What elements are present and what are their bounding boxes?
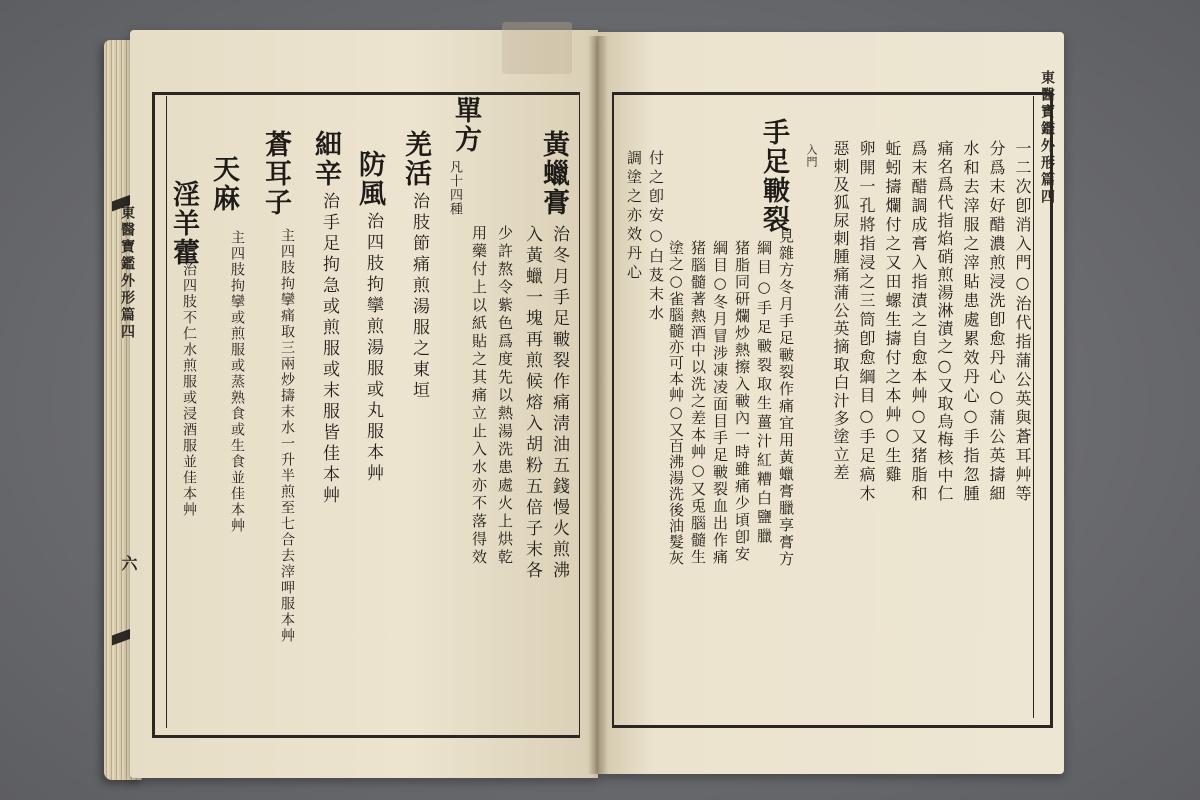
text-column: 治肢節痛煎湯服之東垣	[409, 192, 429, 402]
text-column: 綱目○冬月冒涉凍凌面目手足皸裂血出作痛	[711, 240, 729, 566]
text-column: 一二次卽消入門○治代指蒲公英與蒼耳艸等	[1013, 140, 1032, 504]
text-column: 淫羊藿	[168, 180, 199, 267]
text-column: 用藥付上以紙貼之其痛立止入水亦不落得效	[470, 225, 488, 567]
text-column: 羌活	[400, 130, 431, 188]
text-column: 卵開一孔將指浸之三筒卽愈綱目○手足瘑木	[857, 140, 876, 504]
section-heading: 手足皸裂	[758, 118, 789, 234]
text-column: 防風	[354, 150, 385, 208]
text-column: 少許熬令紫色爲度先以熱湯洗患處火上烘乾	[496, 225, 514, 567]
section-heading: 單方	[450, 96, 481, 154]
text-column: 痛名爲代指焰硝煎湯淋漬之○又取烏梅核中仁	[935, 140, 954, 503]
text-column: 細辛	[310, 130, 341, 188]
text-column: 調塗之亦效丹心	[625, 150, 643, 283]
page-number: 六	[119, 555, 138, 574]
text-column: 入黃蠟一塊再煎候熔入胡粉五倍子末各	[522, 225, 542, 582]
text-column: 治四肢拘攣煎湯服或丸服本艸	[363, 212, 383, 485]
text-column: 水和去滓服之滓貼患處累效丹心○手指忽腫	[961, 140, 980, 504]
text-column: 付之卽安○白芨末水	[647, 150, 665, 324]
text-column: 天麻	[208, 155, 239, 213]
text-column: 分爲末好醋濃煎浸洗卽愈丹心○蒲公英擣細	[987, 140, 1006, 504]
text-column: 見雜方冬月手足皸裂作痛宜用黃蠟膏臘享膏方	[777, 228, 795, 568]
right-side-label: 東醫寶鑑外形篇四	[1039, 70, 1055, 206]
text-column: 主四肢拘攣或煎服或蒸熟食或生食並佳本艸	[229, 230, 245, 534]
book-gutter	[588, 36, 608, 774]
text-column: 治手足拘急或煎服或末服皆佳本艸	[319, 192, 339, 507]
text-column: 猪腦髓著熱酒中以洗之差本艸○又兎腦髓生	[689, 240, 707, 566]
left-side-label: 東醫寶鑑外形篇四	[119, 205, 135, 341]
text-column: 治四肢不仁水煎服或浸酒服並佳本艸	[181, 262, 197, 518]
text-column: 蒼耳子	[260, 130, 291, 217]
text-column: 塗之○雀腦髓亦可本艸○又百沸湯洗後油髮灰	[667, 240, 685, 566]
text-column: 治冬月手足皸裂作痛淸油五錢慢火煎沸	[549, 225, 569, 582]
text-column: 主四肢拘攣痛取三兩炒擣末水一升半煎至七合去滓呷服本艸	[279, 228, 295, 644]
text-column: 凡十四種	[447, 160, 462, 216]
frame-inner-rule	[166, 96, 167, 728]
text-column: 猪脂同研爛炒熱擦入皸內一時雖痛少頃卽安	[733, 240, 751, 563]
frame-inner-rule	[1033, 96, 1034, 718]
text-column: 爲末醋調成膏入指漬之自愈本艸○又猪脂和	[909, 140, 928, 504]
text-column: 蚯蚓擣爛付之又田螺生擣付之本艸○生雞	[883, 140, 902, 485]
text-column: 綱目○手足皸裂取生薑汁紅糟白鹽臘	[755, 240, 773, 547]
text-column: 黃蠟膏	[538, 130, 569, 217]
text-column: 入門	[805, 144, 818, 168]
text-column: 惡刺及狐尿刺腫痛蒲公英摘取白汁多塗立差	[831, 140, 850, 482]
library-seal-watermark	[502, 22, 572, 74]
